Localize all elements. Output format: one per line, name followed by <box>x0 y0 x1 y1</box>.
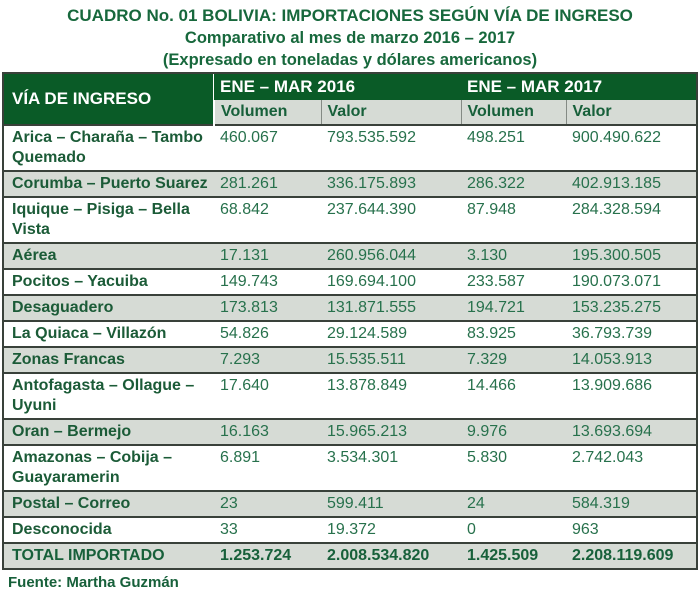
cell-value: 153.235.275 <box>566 295 697 321</box>
cell-value: 87.948 <box>467 201 516 218</box>
cell-value: 1.425.509 <box>461 543 566 569</box>
row-label: Desaguadero <box>3 295 214 321</box>
row-label: Antofagasta – Ollague – Uyuni <box>12 377 195 414</box>
header-row-groups <box>3 73 697 100</box>
table-row <box>3 321 697 347</box>
column-header-volumen-2017: Volumen <box>461 100 566 125</box>
row-label: TOTAL IMPORTADO <box>3 543 214 569</box>
cell-value: 5.830 <box>467 449 508 466</box>
cell-value: 13.878.849 <box>327 377 408 394</box>
cell-value: 13.909.686 <box>572 377 653 394</box>
cell-value: 286.322 <box>461 171 566 197</box>
cell-value: 3.130 <box>461 243 566 269</box>
cell-value: 149.743 <box>220 273 278 290</box>
cell-value: 281.261 <box>214 171 321 197</box>
cell-value: 23 <box>214 491 321 517</box>
cell-value: 190.073.071 <box>572 273 661 290</box>
column-group-2017: ENE – MAR 2017 <box>461 73 697 100</box>
cell-value: 33 <box>220 521 238 538</box>
row-label: La Quiaca – Villazón <box>12 325 167 342</box>
row-label: Oran – Bermejo <box>3 419 214 445</box>
table-row <box>3 243 697 269</box>
source-note: Fuente: Martha Guzmán <box>8 574 179 591</box>
table-row-total <box>3 543 697 569</box>
cell-value: 173.813 <box>214 295 321 321</box>
cell-value: 793.535.592 <box>327 129 416 146</box>
table-body <box>3 125 697 569</box>
row-label: Corumba – Puerto Suarez <box>3 171 214 197</box>
cell-value: 260.956.044 <box>321 243 461 269</box>
table-row <box>3 445 697 491</box>
cell-value: 194.721 <box>461 295 566 321</box>
cell-value: 0 <box>467 521 476 538</box>
cell-value: 284.328.594 <box>572 201 661 218</box>
cell-value: 15.965.213 <box>321 419 461 445</box>
cell-value: 14.466 <box>467 377 516 394</box>
cell-value: 3.534.301 <box>327 449 399 466</box>
table-row <box>3 125 697 171</box>
row-label: Postal – Correo <box>3 491 214 517</box>
row-label: Iquique – Pisiga – Bella Vista <box>12 201 190 238</box>
cell-value: 9.976 <box>461 419 566 445</box>
page-title: CUADRO No. 01 BOLIVIA: IMPORTACIONES SEGÚN VÍA DE INGRESO <box>67 6 633 25</box>
cell-value: 2.008.534.820 <box>321 543 461 569</box>
cell-value: 460.067 <box>220 129 278 146</box>
table-row <box>3 347 697 373</box>
column-header-valor-2017: Valor <box>566 100 697 125</box>
cell-value: 36.793.739 <box>572 325 653 342</box>
cell-value: 16.163 <box>214 419 321 445</box>
cell-value: 599.411 <box>321 491 461 517</box>
cell-value: 336.175.893 <box>321 171 461 197</box>
row-label: Amazonas – Cobija – Guayaramerin <box>12 449 173 486</box>
cell-value: 24 <box>461 491 566 517</box>
cell-value: 2.208.119.609 <box>566 543 697 569</box>
table-title-block <box>0 5 700 71</box>
column-header-volumen-2016: Volumen <box>214 100 321 125</box>
table-row <box>3 197 697 243</box>
cell-value: 19.372 <box>327 521 376 538</box>
row-label: Aérea <box>3 243 214 269</box>
cell-value: 195.300.505 <box>566 243 697 269</box>
cell-value: 6.891 <box>220 449 261 466</box>
cell-value: 237.644.390 <box>327 201 416 218</box>
cell-value: 169.694.100 <box>327 273 416 290</box>
cell-value: 131.871.555 <box>321 295 461 321</box>
cell-value: 233.587 <box>467 273 525 290</box>
row-label: Desconocida <box>12 521 112 538</box>
table-row <box>3 269 697 295</box>
row-label: Zonas Francas <box>3 347 214 373</box>
cell-value: 83.925 <box>467 325 516 342</box>
cell-value: 7.293 <box>214 347 321 373</box>
cell-value: 900.490.622 <box>572 129 661 146</box>
cell-value: 963 <box>572 521 599 538</box>
table-row <box>3 517 697 543</box>
cell-value: 584.319 <box>566 491 697 517</box>
imports-table <box>2 72 698 570</box>
table-row <box>3 171 697 197</box>
row-label: Arica – Charaña – Tambo Quemado <box>12 129 203 166</box>
cell-value: 29.124.589 <box>327 325 408 342</box>
table-row <box>3 491 697 517</box>
cell-value: 54.826 <box>220 325 269 342</box>
row-label: Pocitos – Yacuiba <box>12 273 148 290</box>
column-header-valor-2016: Valor <box>321 100 461 125</box>
cell-value: 7.329 <box>461 347 566 373</box>
cell-value: 402.913.185 <box>566 171 697 197</box>
cell-value: 15.535.511 <box>321 347 461 373</box>
page-subtitle: Comparativo al mes de marzo 2016 – 2017 <box>184 29 516 47</box>
column-header-via-de-ingreso: VÍA DE INGRESO <box>3 73 214 125</box>
units-note: (Expresado en toneladas y dólares americanos) <box>162 51 538 69</box>
cell-value: 17.640 <box>220 377 269 394</box>
cell-value: 17.131 <box>214 243 321 269</box>
table-row <box>3 419 697 445</box>
cell-value: 498.251 <box>467 129 525 146</box>
cell-value: 1.253.724 <box>214 543 321 569</box>
cell-value: 14.053.913 <box>566 347 697 373</box>
cell-value: 2.742.043 <box>572 449 644 466</box>
cell-value: 13.693.694 <box>566 419 697 445</box>
column-group-2016: ENE – MAR 2016 <box>214 73 461 100</box>
cell-value: 68.842 <box>220 201 269 218</box>
table-row <box>3 295 697 321</box>
table-header <box>3 73 697 125</box>
table-row <box>3 373 697 419</box>
